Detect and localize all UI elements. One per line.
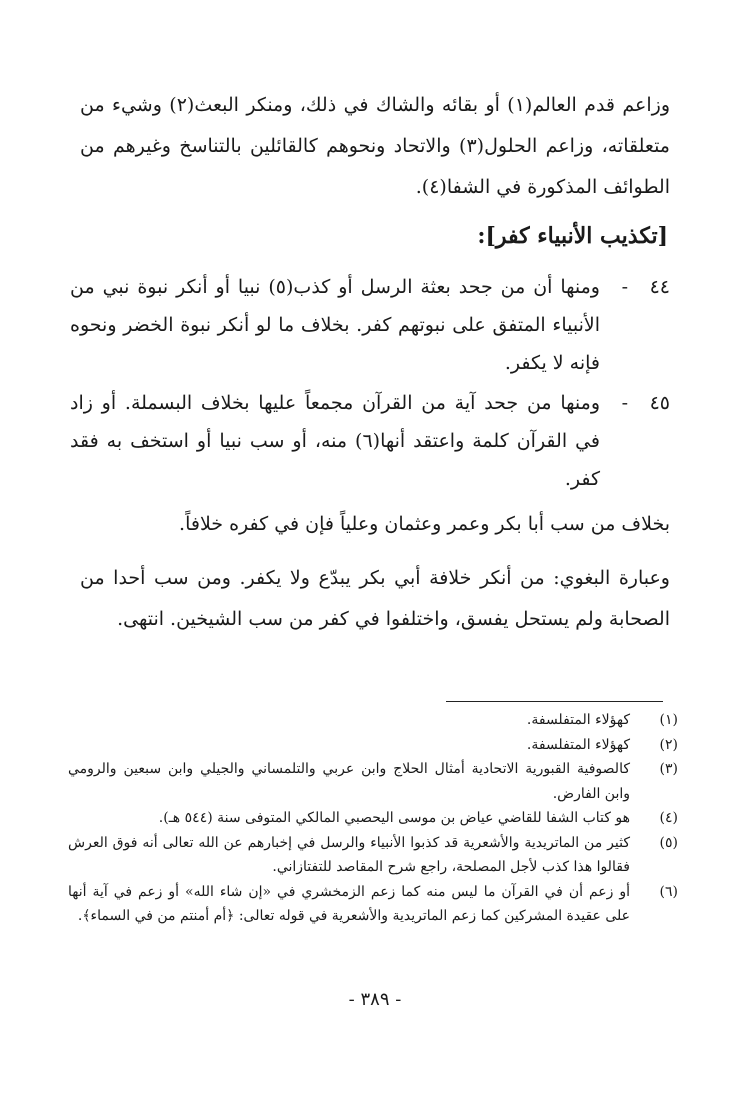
item-dash: -	[621, 392, 628, 414]
item-dash: -	[621, 276, 628, 298]
footnote-text: كثير من الماتريدية والأشعرية قد كذبوا الأنبياء والرسل في إخبارهم عن الله تعالى أنه فوق العرش فقالوا هذا كذب لأجل المصلحة، راجع شرح المقاصد للتفتازاني.	[68, 834, 630, 875]
footnote-text: هو كتاب الشفا للقاضي عياض بن موسى اليحصبي المالكي المتوفى سنة (٥٤٤ هـ).	[158, 810, 630, 826]
footnote-1	[68, 708, 678, 733]
body-paragraph-3: وعبارة البغوي: من أنكر خلافة أبي بكر يبدّع ولا يكفر. ومن سب أحدا من الصحابة ولم يستحل يفسق، واختلفوا في كفر من سب الشيخين. انتهى.	[80, 567, 670, 630]
footnote-2	[68, 733, 678, 758]
footnote-marker: (٢)	[659, 736, 678, 753]
footnote-4	[68, 806, 678, 831]
item-text: ومنها من جحد آية من القرآن مجمعاً عليها بخلاف البسملة. أو زاد في القرآن كلمة واعتقد أنها(٦) منه، أو سب نبيا أو استخف به فقد كفر.	[70, 392, 600, 490]
footnote-separator	[446, 701, 663, 702]
footnote-text: كهؤلاء المتفلسفة.	[526, 712, 630, 728]
footnote-text: كهؤلاء المتفلسفة.	[526, 736, 630, 753]
item-number: ٤٥	[649, 392, 670, 414]
body-paragraph-1: وزاعم قدم العالم(١) أو بقائه والشاك في ذلك، ومنكر البعث(٢) وشيء من متعلقاته، وزاعم الحلول(٣) والاتحاد ونحوهم كالقائلين بالتناسخ وغيرهم من الطوائف المذكورة في الشفا(٤).	[80, 94, 670, 198]
body-paragraph-2: بخلاف من سب أبا بكر وعمر وعثمان وعلياً فإن في كفره خلافاً.	[179, 513, 670, 535]
footnote-3	[68, 757, 678, 806]
footnotes	[68, 708, 678, 929]
footnote-6	[68, 880, 678, 929]
numbered-item-45	[70, 384, 670, 498]
footnote-text: كالصوفية القبورية الاتحادية أمثال الحلاج وابن عربي والتلمساني والجيلي وابن سبعين والرومي وابن الفارض.	[68, 761, 630, 802]
footnote-marker: (٥)	[659, 834, 678, 851]
footnote-marker: (١)	[659, 712, 678, 728]
page-number: - ٣٨٩ -	[348, 989, 402, 1010]
footnote-text: أو زعم أن في القرآن ما ليس منه كما زعم الزمخشري في «إن شاء الله» أو زعم في آية أنها على عقيدة المشركين كما زعم الماتريدية والأشعرية في قوله تعالى: ﴿أم أمنتم من في السماء﴾.	[68, 883, 630, 924]
numbered-item-44	[70, 268, 670, 382]
item-number: ٤٤	[649, 276, 670, 298]
footnote-5	[68, 831, 678, 880]
footnote-marker: (٦)	[659, 883, 678, 900]
footnote-marker: (٤)	[659, 810, 678, 826]
section-heading: [تكذيب الأنبياء كفر]:	[477, 223, 668, 249]
footnote-marker: (٣)	[659, 761, 678, 777]
item-text: ومنها أن من جحد بعثة الرسل أو كذب(٥) نبيا أو أنكر نبوة نبي من الأنبياء المتفق على نبوتهم كفر. بخلاف ما لو أنكر نبوة الخضر ونحوه فإنه لا يكفر.	[70, 276, 600, 374]
